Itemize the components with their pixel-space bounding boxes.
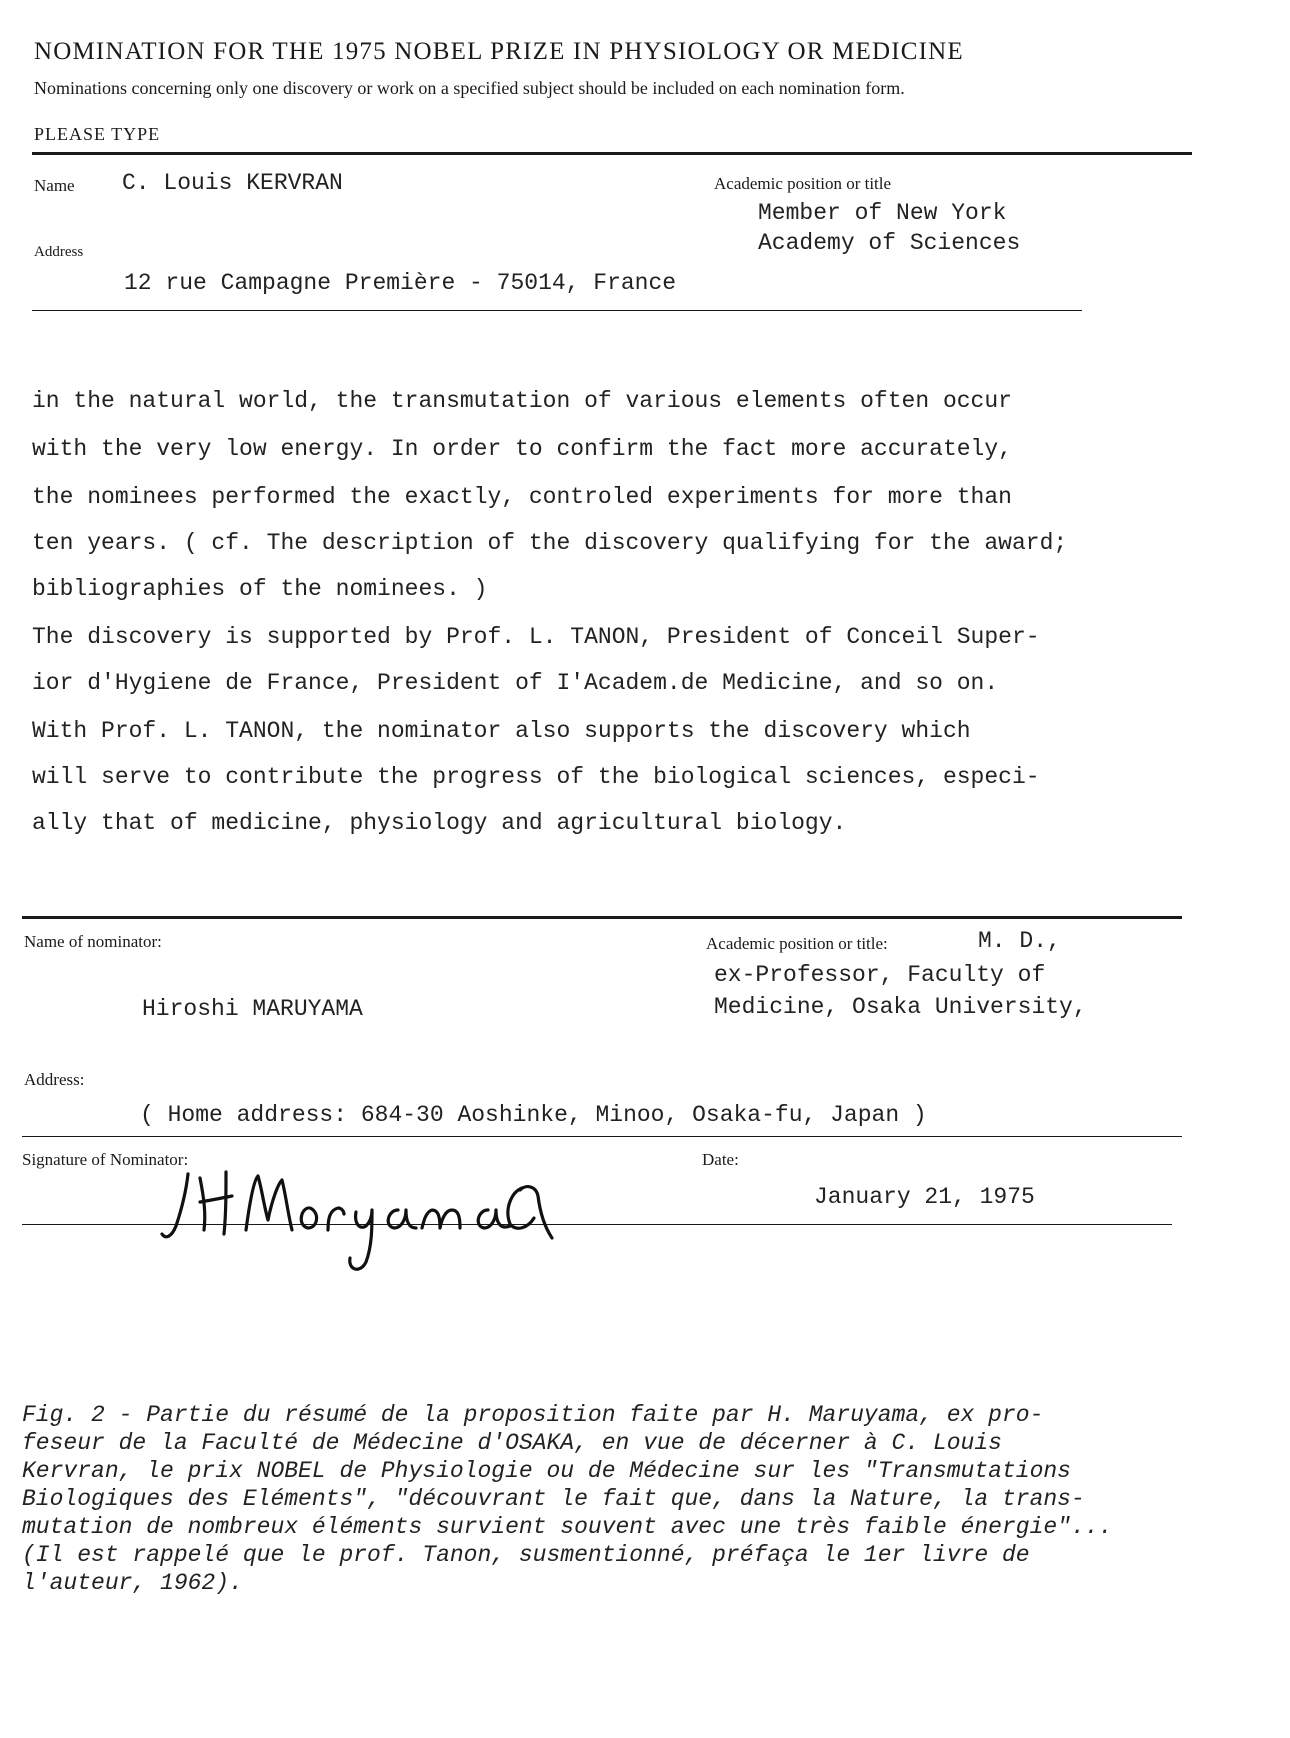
nominator-address-value: ( Home address: 684-30 Aoshinke, Minoo, Osaka-fu, Japan ) <box>140 1102 927 1128</box>
nominee-address-label: Address <box>34 244 84 260</box>
handwritten-signature <box>160 1150 680 1280</box>
nominator-address-label: Address: <box>24 1070 85 1089</box>
date-value: January 21, 1975 <box>814 1184 1035 1210</box>
nominee-position-line-2: Academy of Sciences <box>758 230 1021 256</box>
body-line: The discovery is supported by Prof. L. TANON, President of Conceil Super- <box>32 624 1040 650</box>
caption-line: Kervran, le prix NOBEL de Physiologie ou de Médecine sur les "Transmutations <box>22 1458 1071 1484</box>
form-title: NOMINATION FOR THE 1975 NOBEL PRIZE IN PHYSIOLOGY OR MEDICINE <box>34 38 964 65</box>
body-line: ten years. ( cf. The description of the discovery qualifying for the award; <box>32 530 1068 556</box>
nominator-name-value: Hiroshi MARUYAMA <box>142 996 363 1022</box>
body-line: bibliographies of the nominees. ) <box>32 576 488 602</box>
caption-line: Fig. 2 - Partie du résumé de la proposition faite par H. Maruyama, ex pro- <box>22 1402 1044 1428</box>
body-line: with the very low energy. In order to confirm the fact more accurately, <box>32 436 1012 462</box>
body-line: ior d'Hygiene de France, President of I'Academ.de Medicine, and so on. <box>32 670 999 696</box>
nominator-name-label: Name of nominator: <box>24 932 162 951</box>
nominee-name-value: C. Louis KERVRAN <box>122 170 343 196</box>
nominee-position-line-1: Member of New York <box>758 200 1007 226</box>
caption-line: feseur de la Faculté de Médecine d'OSAKA, en vue de décerner à C. Louis <box>22 1430 1002 1456</box>
nominator-position-line-1: M. D., <box>978 928 1061 954</box>
nominator-position-line-2: ex-Professor, Faculty of <box>714 962 1046 988</box>
body-line: the nominees performed the exactly, controled experiments for more than <box>32 484 1012 510</box>
caption-line: Biologiques des Eléments", "découvrant le fait que, dans la Nature, la trans- <box>22 1486 1085 1512</box>
nominee-address-value: 12 rue Campagne Première - 75014, France <box>124 270 677 296</box>
nominator-address-rule <box>22 1136 1182 1137</box>
body-line: will serve to contribute the progress of the biological sciences, especi- <box>32 764 1040 790</box>
form-subtitle: Nominations concerning only one discovery or work on a specified subject should be included on each nomination form. <box>34 78 905 98</box>
address-rule <box>32 310 1082 311</box>
please-type-label: PLEASE TYPE <box>34 124 161 144</box>
nominee-position-label: Academic position or title <box>714 174 892 193</box>
body-line: in the natural world, the transmutation of various elements often occur <box>32 388 1012 414</box>
caption-line: l'auteur, 1962). <box>22 1570 243 1596</box>
body-line: With Prof. L. TANON, the nominator also supports the discovery which <box>32 718 971 744</box>
nominator-position-line-3: Medicine, Osaka University, <box>714 994 1087 1020</box>
nominee-name-label: Name <box>34 176 75 195</box>
body-line: ally that of medicine, physiology and agricultural biology. <box>32 810 847 836</box>
caption-line: (Il est rappelé que le prof. Tanon, susmentionné, préfaça le 1er livre de <box>22 1542 1030 1568</box>
caption-line: mutation de nombreux éléments survient souvent avec une très faible énergie"... <box>22 1514 1113 1540</box>
nominator-rule <box>22 916 1182 919</box>
nominator-position-label: Academic position or title: <box>706 934 888 953</box>
header-rule <box>32 152 1192 155</box>
date-label: Date: <box>702 1150 739 1169</box>
signature-label: Signature of Nominator: <box>22 1150 189 1169</box>
